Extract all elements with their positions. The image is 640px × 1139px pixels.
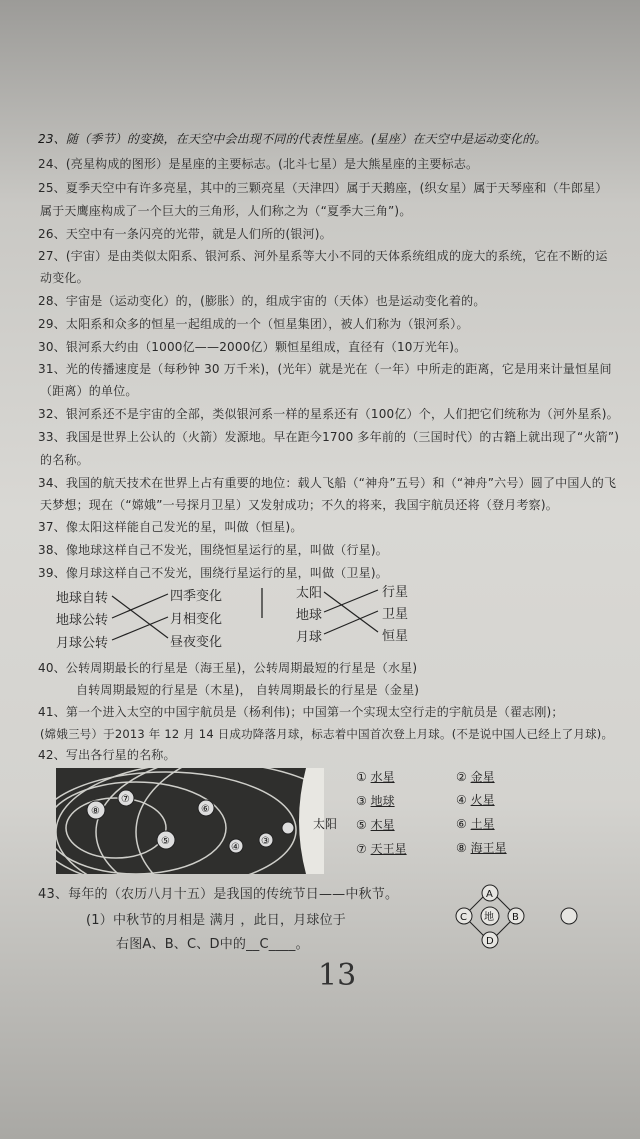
match-right-target: 卫星: [382, 607, 409, 622]
item-26: 26、天空中有一条闪亮的光带，就是人们所的(银河)。: [38, 227, 332, 241]
moon-pos-b: B: [512, 912, 519, 923]
earth-label: 地: [484, 912, 494, 923]
svg-text:⑥: ⑥: [201, 804, 210, 815]
planet-answer: ③ 地球: [356, 794, 395, 808]
match-right-term: 地球: [296, 608, 323, 623]
svg-text:⑤: ⑤: [161, 836, 170, 847]
planet-answer: ⑤ 木星: [356, 818, 395, 832]
item-34-cont: 天梦想；现在（“嫦娥”一号探月卫星）又发射成功；不久的将来，我国宇航员还将（登月考察)。: [40, 498, 558, 512]
item-43-q1: (1）中秋节的月相是 满月 ，此日，月球位于: [86, 913, 347, 928]
item-23: 23、随（季节）的变换，在天空中会出现不同的代表性星座。(星座）在天空中是运动变化的。: [38, 132, 547, 146]
item-29: 29、太阳系和众多的恒星一起组成的一个（恒星集团），被人们称为（银河系）。: [38, 317, 469, 331]
item-39: 39、像月球这样自己不发光，围绕行星运行的星，叫做（卫星)。: [38, 566, 388, 580]
planet-answer: ⑦ 天王星: [356, 842, 407, 856]
item-40: 40、公转周期最长的行星是（海王星)，公转周期最短的行星是（水星): [38, 661, 418, 675]
item-34: 34、我国的航天技术在世界上占有重要的地位：载人飞船（“神舟”五号）和（“神舟”六号）圆了中国人的飞: [38, 476, 617, 490]
moon-pos-c: C: [460, 912, 467, 923]
match-left-term: 月球公转: [56, 636, 109, 651]
match-right-term: 月球: [296, 630, 323, 645]
svg-text:⑧: ⑧: [91, 806, 100, 817]
match-left-term: 地球自转: [56, 591, 109, 606]
item-31: 31、光的传播速度是（每秒钟 30 万千米)，(光年）就是光在（一年）中所走的距离，它是用来计量恒星间: [38, 362, 612, 376]
planet-answer: ① 水星: [356, 770, 395, 784]
item-41: 41、第一个进入太空的中国宇航员是（杨利伟)；中国第一个实现太空行走的宇航员是（翟志刚)；: [38, 705, 564, 719]
sun-label: 太阳: [313, 817, 338, 831]
item-27-cont: 动变化。: [40, 271, 89, 285]
moon-pos-d: D: [486, 936, 494, 947]
match-right-term: 太阳: [296, 586, 323, 601]
match-left-target: 昼夜变化: [170, 635, 223, 650]
item-38: 38、像地球这样自己不发光，围绕恒星运行的星，叫做（行星)。: [38, 543, 388, 557]
page-number: 13: [318, 958, 357, 993]
item-43-q1-cont: 右图A、B、C、D中的__C____。: [116, 937, 309, 952]
svg-text:⑦: ⑦: [121, 794, 130, 805]
item-42: 42、写出各行星的名称。: [38, 748, 176, 762]
item-43: 43、每年的（农历八月十五）是我国的传统节日——中秋节。: [38, 887, 399, 902]
item-40-cont: 自转周期最短的行星是（木星)， 自转周期最长的行星是（金星): [76, 683, 420, 697]
item-27: 27、(宇宙）是由类似太阳系、银河系、河外星系等大小不同的天体系统组成的庞大的系统，它在不断的运: [38, 249, 608, 263]
planet-answer: ④ 火星: [456, 793, 495, 807]
item-24: 24、(亮星构成的图形）是星座的主要标志。(北斗七星）是大熊星座的主要标志。: [38, 157, 479, 171]
item-25-cont: 属于天鹰座构成了一个巨大的三角形，人们称之为（“夏季大三角”)。: [40, 204, 412, 218]
svg-text:③: ③: [261, 836, 270, 847]
match-right-target: 行星: [382, 585, 409, 600]
match-left-target: 月相变化: [170, 612, 223, 627]
item-28: 28、宇宙是（运动变化）的，(膨胀）的，组成宇宙的（天体）也是运动变化着的。: [38, 294, 486, 308]
item-30: 30、银河系大约由（1000亿——2000亿）颗恒星组成，直径有（10万光年)。: [38, 340, 467, 354]
item-32: 32、银河系还不是宇宙的全部，类似银河系一样的星系还有（100亿）个，人们把它们统称为（河外星系)。: [38, 407, 619, 421]
planet-answer: ⑥ 土星: [456, 817, 495, 831]
item-37: 37、像太阳这样能自己发光的星，叫做（恒星)。: [38, 520, 303, 534]
item-33-cont: 的名称。: [40, 453, 89, 467]
item-41-cont: (嫦娥三号）于2013 年 12 月 14 日成功降落月球，标志着中国首次登上月球。(不是说中国人已经上了月球)。: [40, 727, 614, 741]
moon-pos-a: A: [486, 889, 493, 900]
match-left-term: 地球公转: [56, 613, 109, 628]
item-25: 25、夏季天空中有许多亮星，其中的三颗亮星（天津四）属于天鹅座，(织女星）属于天琴座和（牛郎星）: [38, 181, 608, 195]
planet-answer: ⑧ 海王星: [456, 841, 507, 855]
planet-answer: ② 金星: [456, 770, 495, 784]
svg-text:④: ④: [231, 842, 240, 853]
solar-system-diagram: [56, 768, 324, 874]
match-left-target: 四季变化: [170, 589, 223, 604]
match-right-target: 恒星: [382, 629, 409, 644]
item-33: 33、我国是世界上公认的（火箭）发源地。早在距今1700 多年前的（三国时代）的古籍上就出现了“火箭”): [38, 430, 620, 444]
item-31-cont: （距离）的单位。: [40, 384, 138, 398]
moon-position-diagram: [448, 882, 588, 954]
